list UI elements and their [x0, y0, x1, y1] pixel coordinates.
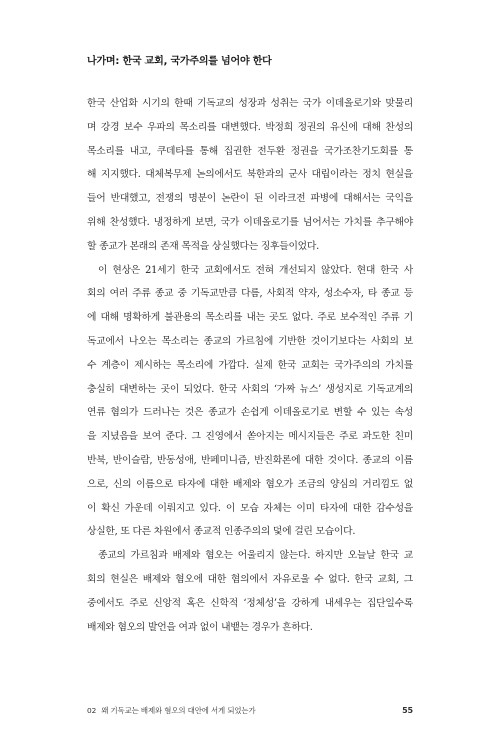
text-line: 으로, 신의 이름으로 타자에 대한 배제와 혐오가 조금의 양심의 거리낌도 없	[87, 478, 413, 490]
text-line: 상실한, 또 다른 차원에서 종교적 인종주의의 덫에 걸린 모습이다.	[87, 526, 356, 538]
text-line: 수 계층이 제시하는 목소리에 가깝다. 실제 한국 교회는 국가주의의 가치를	[87, 359, 413, 371]
text-line: 배제와 혐오의 발언을 여과 없이 내뱉는 경우가 흔하다.	[87, 621, 313, 633]
text-line: 할 종교가 본래의 존재 목적을 상실했다는 징후들이었다.	[87, 240, 319, 252]
text-line: 독교에서 나오는 목소리는 종교의 가르침에 기반한 것이기보다는 사회의 보	[87, 335, 413, 347]
text-line: 위해 찬성했다. 냉정하게 보면, 국가 이데올로기를 넘어서는 가치를 추구해야	[87, 216, 413, 228]
text-line: 에 대해 명확하게 불관용의 목소리를 내는 곳도 없다. 주로 보수적인 주류 기	[87, 312, 413, 324]
text-line: 중에서도 주로 신앙적 혹은 신학적 ‘정체성’을 강하게 내세우는 집단일수록	[87, 597, 413, 609]
paragraph-1	[87, 92, 413, 259]
text-line: 해 지지했다. 대체복무제 논의에서도 북한과의 군사 대립이라는 정치 현실을	[87, 169, 413, 181]
text-line: 들어 반대했고, 전쟁의 명분이 논란이 된 이라크전 파병에 대해서는 국익을	[87, 193, 413, 205]
text-line: 반북, 반이슬람, 반동성애, 반페미니즘, 반진화론에 대한 것이다. 종교의 이름	[87, 454, 413, 466]
text-line: 회의 여러 주류 종교 중 기독교만큼 다름, 사회적 약자, 성소수자, 타 종교 등	[87, 288, 413, 300]
paragraph-2	[87, 259, 413, 545]
text-line: 충실히 대변하는 곳이 되었다. 한국 사회의 ‘가짜 뉴스’ 생성지로 기독교계의	[87, 383, 413, 395]
text-line: 이 확신 가운데 이뤄지고 있다. 이 모습 자체는 이미 타자에 대한 감수성을	[87, 502, 413, 514]
running-footer	[87, 705, 413, 717]
text-line: 연류 혐의가 드러나는 것은 종교가 손쉽게 이데올로기로 변할 수 있는 속성	[87, 407, 413, 419]
text-line: 이 현상은 21세기 한국 교회에서도 전혀 개선되지 않았다. 현대 한국 사	[98, 264, 413, 276]
page-number: 55	[402, 706, 413, 715]
chapter-title: 왜 기독교는 배제와 혐오의 대안에 서게 되었는가	[101, 706, 256, 715]
text-line: 회의 현실은 배제와 혐오에 대한 혐의에서 자유로울 수 없다. 한국 교회, 그	[87, 573, 413, 585]
text-line: 을 지녔음을 보여 준다. 그 진영에서 쏟아지는 메시지들은 주로 과도한 친미	[87, 431, 413, 443]
text-line: 목소리를 내고, 쿠데타를 통해 집권한 전두환 정권을 국가조찬기도회를 통	[87, 145, 413, 157]
chapter-number: 02	[87, 706, 97, 715]
text-line: 한국 산업화 시기의 한때 기독교의 성장과 성취는 국가 이데올로기와 맞물리	[87, 98, 413, 109]
section-heading: 나가며: 한국 교회, 국가주의를 넘어야 한다	[87, 56, 272, 67]
body-text	[87, 92, 413, 639]
text-line: 며 강경 보수 우파의 목소리를 대변했다. 박정희 정권의 유신에 대해 찬성의	[87, 121, 413, 133]
text-line: 종교의 가르침과 배제와 혐오는 어울리지 않는다. 하지만 오늘날 한국 교	[98, 550, 413, 562]
paragraph-3	[87, 544, 413, 639]
